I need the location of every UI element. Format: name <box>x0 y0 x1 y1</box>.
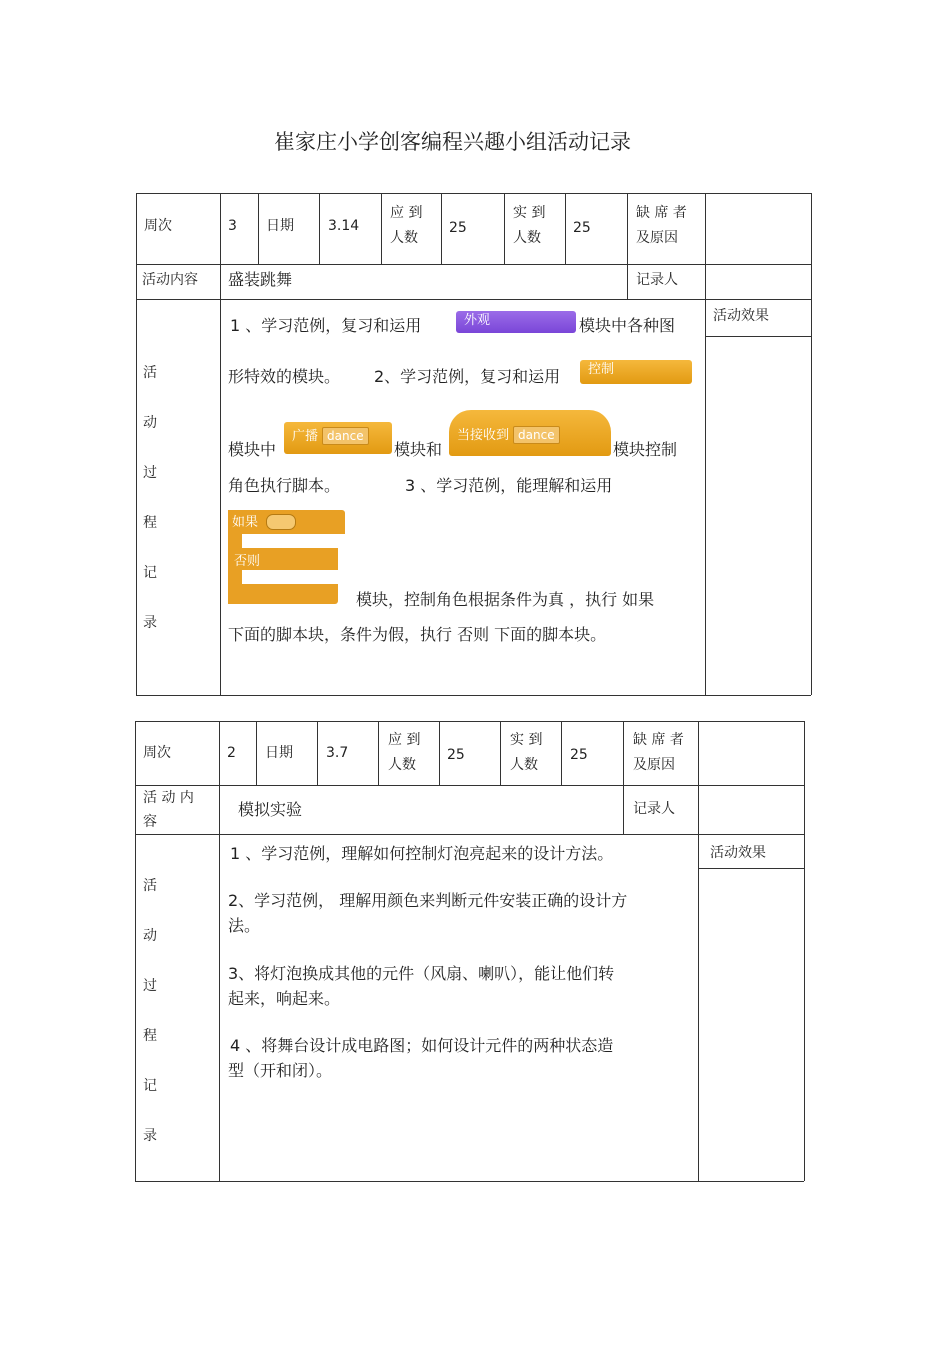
if-else-bottom <box>228 584 338 604</box>
effect-label: 活动效果 <box>710 845 766 861</box>
recorder-label: 记录人 <box>636 272 678 288</box>
table2-col-divider <box>623 721 624 834</box>
table1-top-border <box>136 193 811 194</box>
table2-left-border <box>135 721 136 1181</box>
page-title: 崔家庄小学创客编程兴趣小组活动记录 <box>274 130 631 154</box>
when-receive-block <box>449 410 611 456</box>
process-item: 法。 <box>228 916 261 935</box>
process-label-char: 程 <box>143 1028 157 1044</box>
table2-row-divider <box>135 785 804 786</box>
if-label: 如果 <box>232 515 259 530</box>
absent-label: 及原因 <box>636 230 678 246</box>
process-label-char: 动 <box>143 415 157 431</box>
when-receive-dropdown: dance <box>513 426 560 444</box>
expected-label: 人数 <box>390 230 418 246</box>
process-text: 3 、学习范例，能理解和运用 <box>405 476 613 495</box>
process-label-char: 过 <box>143 978 157 994</box>
table1-row-divider <box>136 299 811 300</box>
table2-col-divider <box>256 721 257 785</box>
table1-col-divider <box>441 193 442 264</box>
process-label-char: 记 <box>143 1078 157 1094</box>
actual-value: 25 <box>573 220 591 236</box>
process-label-char: 录 <box>143 615 157 631</box>
process-label-char: 活 <box>143 878 157 894</box>
table2-right-border <box>804 721 805 1181</box>
table2-effect-divider <box>698 868 804 869</box>
process-text: 模块和 <box>394 440 443 459</box>
table2-col-divider <box>378 721 379 785</box>
process-item: 4 、将舞台设计成电路图；如何设计元件的两种状态造 <box>230 1036 614 1055</box>
control-block <box>580 360 692 384</box>
broadcast-block-label: 广播 <box>292 429 319 444</box>
process-text: 2、学习范例，复习和运用 <box>374 367 561 386</box>
process-label-char: 录 <box>143 1128 157 1144</box>
content-label: 容 <box>143 814 157 830</box>
week-label: 周次 <box>143 745 171 761</box>
when-receive-block-label: 当接收到 <box>457 428 510 443</box>
table2-row-divider <box>135 834 804 835</box>
week-value: 3 <box>228 218 237 234</box>
process-item: 起来，响起来。 <box>228 989 341 1008</box>
table1-bottom-border <box>136 695 811 696</box>
table1-col-divider <box>504 193 505 264</box>
table2-bottom-border <box>135 1181 804 1182</box>
table1-col-divider <box>319 193 320 264</box>
week-label: 周次 <box>144 218 172 234</box>
table1-col-divider <box>258 193 259 264</box>
process-label-char: 记 <box>143 565 157 581</box>
expected-value: 25 <box>447 747 465 763</box>
process-label-char: 动 <box>143 928 157 944</box>
process-text: 模块控制 <box>613 440 678 459</box>
table2-top-border <box>135 721 804 722</box>
process-text: 模块中 <box>228 440 277 459</box>
actual-label: 人数 <box>513 230 541 246</box>
process-item: 2、学习范例， 理解用颜色来判断元件安装正确的设计方 <box>228 891 628 910</box>
table1-col-divider <box>381 193 382 264</box>
content-label: 活动内容 <box>142 272 198 288</box>
condition-slot <box>266 514 296 530</box>
expected-label: 人数 <box>388 757 416 773</box>
actual-label: 实 到 <box>513 205 546 221</box>
process-text: 1 、学习范例，复习和运用 <box>230 316 422 335</box>
recorder-label: 记录人 <box>633 801 675 817</box>
table2-col-divider <box>561 721 562 785</box>
process-item: 型（开和闭）。 <box>228 1061 333 1080</box>
process-text: 角色执行脚本。 <box>228 476 341 495</box>
date-label: 日期 <box>265 745 293 761</box>
date-value: 3.7 <box>326 745 349 761</box>
expected-label: 应 到 <box>388 732 421 748</box>
process-item: 3、将灯泡换成其他的元件（风扇、喇叭），能让他们转 <box>228 964 615 983</box>
actual-value: 25 <box>570 747 588 763</box>
table1-left-border <box>136 193 137 695</box>
content-value: 盛装跳舞 <box>228 270 293 289</box>
absent-label: 缺 席 者 <box>636 205 687 221</box>
table1-col-divider <box>220 193 221 695</box>
table1-right-border <box>811 193 812 695</box>
table1-col-divider <box>705 193 706 695</box>
process-text: 模块，控制角色根据条件为真 ，执行 如果 <box>356 590 655 609</box>
effect-label: 活动效果 <box>713 308 769 324</box>
expected-label: 应 到 <box>390 205 423 221</box>
date-value: 3.14 <box>328 218 360 234</box>
actual-label: 人数 <box>510 757 538 773</box>
table2-col-divider <box>439 721 440 785</box>
process-text: 下面的脚本块，条件为假，执行 否则 下面的脚本块。 <box>228 625 607 644</box>
process-text: 形特效的模块。 <box>228 367 341 386</box>
looks-block <box>456 311 576 333</box>
actual-label: 实 到 <box>510 732 543 748</box>
process-label-char: 程 <box>143 515 157 531</box>
broadcast-dropdown: dance <box>322 427 369 445</box>
process-text: 模块中各种图 <box>579 316 676 335</box>
else-label: 否则 <box>234 554 261 569</box>
control-block-label: 控制 <box>588 362 615 377</box>
looks-block-label: 外观 <box>464 313 491 328</box>
content-value: 模拟实验 <box>238 800 303 819</box>
date-label: 日期 <box>266 218 294 234</box>
broadcast-block <box>284 422 392 454</box>
table1-effect-divider <box>705 336 811 337</box>
table2-col-divider <box>317 721 318 785</box>
week-value: 2 <box>227 745 236 761</box>
table2-col-divider <box>698 721 699 1181</box>
process-label-char: 活 <box>143 365 157 381</box>
table2-col-divider <box>219 721 220 1181</box>
table1-col-divider <box>565 193 566 264</box>
process-label-char: 过 <box>143 465 157 481</box>
content-label: 活 动 内 <box>143 790 194 806</box>
table2-col-divider <box>500 721 501 785</box>
absent-label: 缺 席 者 <box>633 732 684 748</box>
table1-col-divider <box>627 193 628 300</box>
table1-row-divider <box>136 264 811 265</box>
absent-label: 及原因 <box>633 757 675 773</box>
process-item: 1 、学习范例，理解如何控制灯泡亮起来的设计方法。 <box>230 844 614 863</box>
expected-value: 25 <box>449 220 467 236</box>
